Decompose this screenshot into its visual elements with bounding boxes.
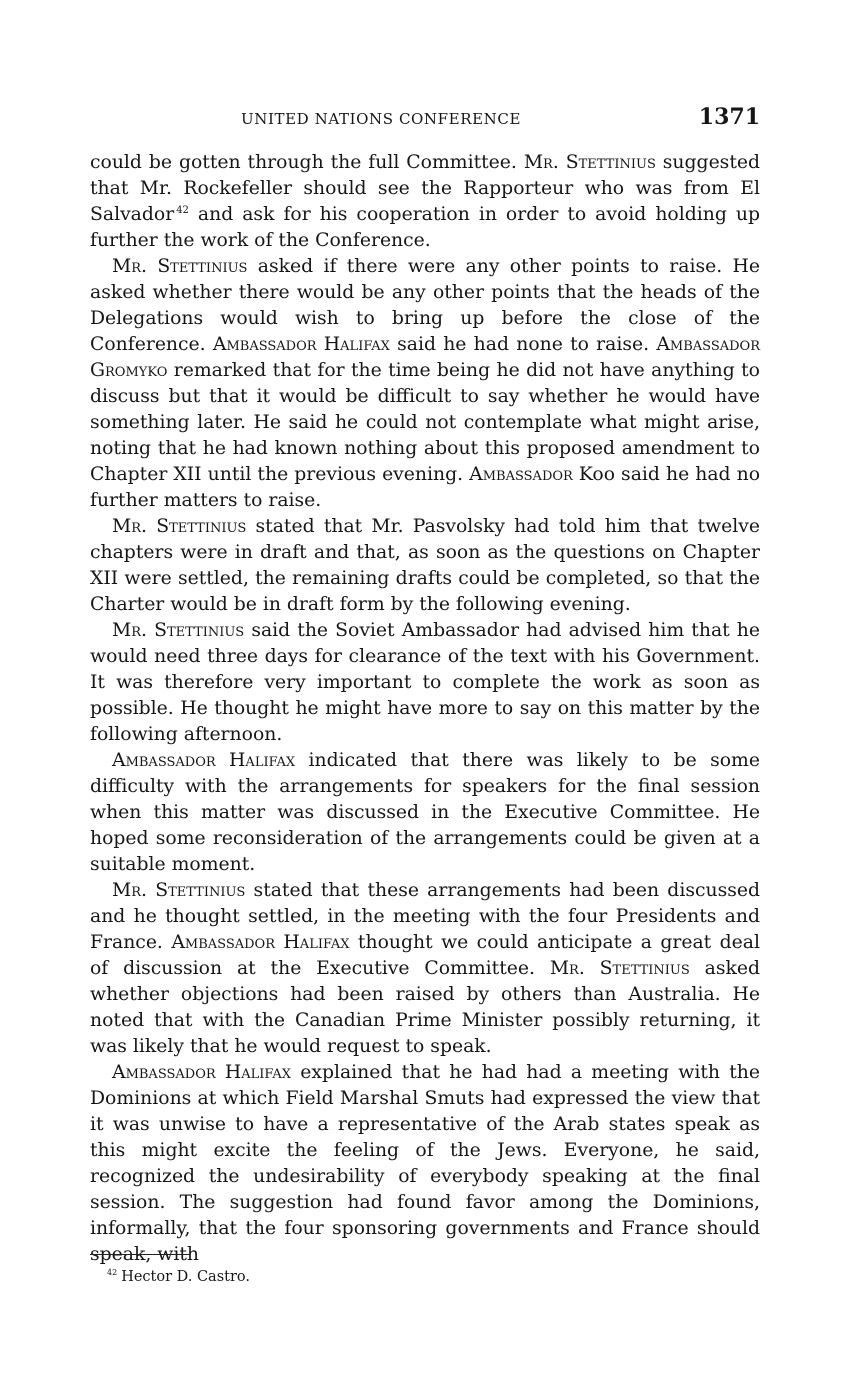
speaker-name: Ambassador Halifax <box>171 932 350 953</box>
footnote-marker: 42 <box>107 1268 118 1278</box>
text-run: asked whether objections had been raised by others than Australia. He noted that with the Canadian Prime Minister possibly returning, it was likely that he would request to speak. <box>90 958 760 1057</box>
text-run: thought we could anticipate a great deal of discussion at the Executive Committee. <box>90 932 760 979</box>
body-text <box>90 150 760 1268</box>
text-run: stated that these arrangements had been discussed and he thought settled, in the meeting with the four Presidents and France. <box>90 880 760 953</box>
speaker-name: Ambassador Gromyko <box>90 334 760 381</box>
speaker-name: Ambassador Halifax <box>112 750 296 771</box>
paragraph <box>90 618 760 748</box>
footnote <box>107 1267 250 1287</box>
footnote-divider <box>90 1254 190 1255</box>
text-run: suggested that Mr. Rockefeller should see the Rapporteur who was from El Salvador <box>90 152 761 225</box>
text-run: indicated that there was likely to be some difficulty with the arrangements for speakers for the final session when this matter was discussed in the Executive Committee. He hoped some reconsideration of the arrangements could be given at a suitable moment. <box>90 750 760 875</box>
footnote-reference: 42 <box>176 204 189 216</box>
page-number: 1371 <box>698 104 760 130</box>
text-run: stated that Mr. Pasvolsky had told him that twelve chapters were in draft and that, as soon as the questions on Chapter XII were settled, the remaining drafts could be completed, so that the Charter would be in draft form by the following evening. <box>90 516 761 615</box>
paragraph <box>90 150 760 254</box>
speaker-name: Ambassador Halifax <box>112 1062 291 1083</box>
running-head <box>90 104 760 136</box>
speaker-name: Mr. Stettinius <box>112 516 247 537</box>
speaker-name: Mr. Stettinius <box>549 958 690 979</box>
speaker-name: Ambassador <box>469 464 573 485</box>
text-run: could be gotten through the full Committee. <box>90 152 524 173</box>
paragraph <box>90 878 760 1060</box>
paragraph <box>90 1060 760 1268</box>
text-run: said he had none to raise. <box>389 334 657 355</box>
text-run: explained that he had had a meeting with the Dominions at which Field Marshal Smuts had expressed the view that it was unwise to have a representative of the Arab states speak as this might excite the feeling of the Jews. Everyone, he said, recognized the undesirability of everybody speaking at the final session. The suggestion had found favor among the Dominions, informally, that the four sponsoring governments and France should speak, with <box>90 1062 760 1265</box>
speaker-name: Ambassador Halifax <box>212 334 390 355</box>
paragraph <box>90 254 760 514</box>
text-run: remarked that for the time being he did not have anything to discuss but that it would be difficult to say whether he would have something later. He said he could not contemplate what might arise, noting that he had known nothing about this proposed amendment to Chapter XII until the previous evening. <box>90 360 760 485</box>
running-title: UNITED NATIONS CONFERENCE <box>240 110 522 128</box>
text-run: and ask for his cooperation in order to avoid holding up further the work of the Conference. <box>90 204 760 251</box>
speaker-name: Mr. Stettinius <box>112 620 245 641</box>
text-run: said the Soviet Ambassador had advised him that he would need three days for clearance of the text with his Government. It was therefore very important to complete the work as soon as possible. He thought he might have more to say on this matter by the following afternoon. <box>90 620 761 745</box>
text-run: Koo said he had no further matters to raise. <box>90 464 760 511</box>
text-run: asked if there were any other points to raise. He asked whether there would be any other points that the heads of the Delegations would wish to bring up before the close of the Conference. <box>90 256 760 355</box>
speaker-name: Mr. Stettinius <box>112 256 248 277</box>
footnote-text: Hector D. Castro. <box>121 1269 250 1285</box>
paragraph <box>90 514 760 618</box>
paragraph <box>90 748 760 878</box>
speaker-name: Mr. Stettinius <box>112 880 246 901</box>
speaker-name: Mr. Stettinius <box>523 152 656 173</box>
